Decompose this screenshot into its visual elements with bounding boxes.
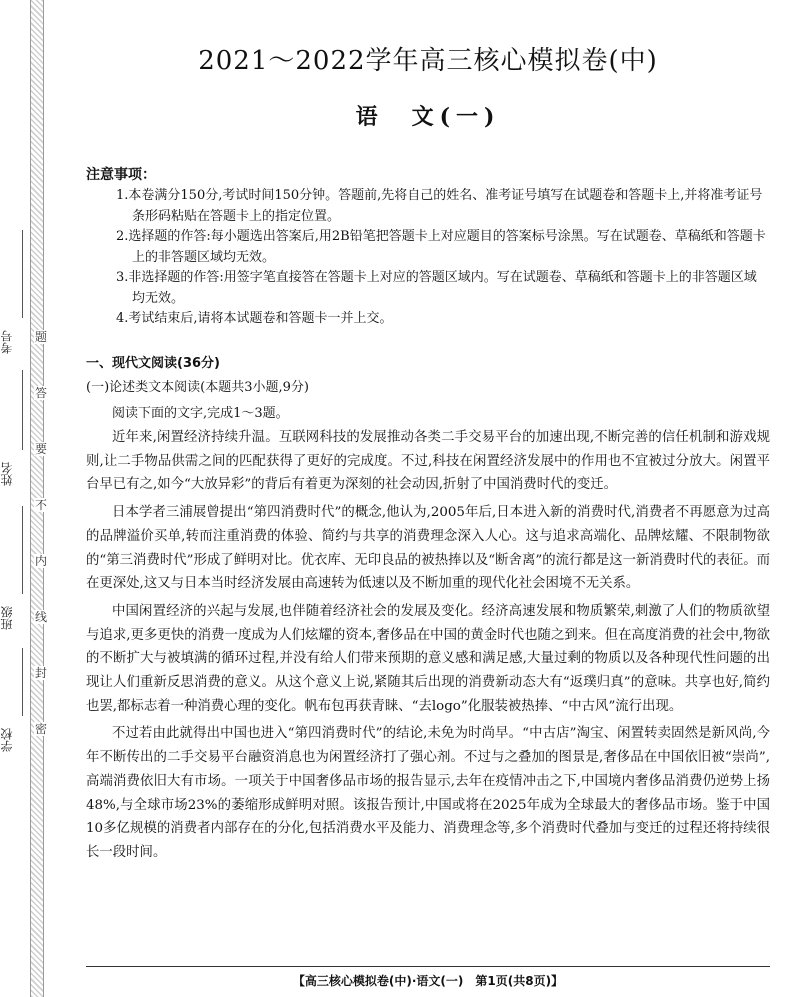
section-heading: 一、现代文阅读(36分) [86, 356, 220, 371]
school-label: 学校 [0, 728, 14, 752]
seal-word: 内 [34, 554, 47, 568]
passage-paragraph: 不过若由此就得出中国也进入“第四消费时代”的结论,未免为时尚早。“中古店”淘宝、闲置转卖固然是新风尚,今年不断传出的二手交易平台融资消息也为闲置经济打了强心剂。不过与之叠加的图景是,奢侈品在中国依旧被“崇尚”,高端消费依旧大有市场。一项关于中国奢侈品市场的报告显示,去年在疫情冲击之下,中国境内奢侈品消费仍逆势上扬48%,与全球市场23%的萎缩形成鲜明对照。该报告预计,中国或将在2025年成为全球最大的奢侈品市场。鉴于中国10多亿规模的消费者内部存在的分化,包括消费水平及能力、消费理念等,多个消费时代叠加与变迁的过程还将持续很长一段时间。 [86, 726, 770, 860]
class-field[interactable] [22, 506, 24, 594]
class-label: 班级 [0, 606, 14, 630]
notice-item: 4.考试结束后,请将本试题卷和答题卡一并上交。 [116, 311, 393, 326]
seal-word: 要 [34, 442, 47, 456]
seal-word: 题 [34, 330, 47, 344]
passage-paragraph: 近年来,闲置经济持续升温。互联网科技的发展推动各类二手交易平台的加速出现,不断完善的信任机制和游戏规则,让二手物品供需之间的匹配获得了更好的完成度。不过,科技在闲置经济发展中的作用也不宜被过分放大。闲置平台早已有之,如今“大放异彩”的背后有着更为深刻的社会动因,折射了中国消费时代的变迁。 [86, 430, 770, 493]
reading-passage [86, 426, 770, 869]
seal-word: 封 [34, 666, 47, 680]
school-field[interactable] [22, 648, 24, 716]
notice-item: 3.非选择题的作答:用签字笔直接答在答题卡上对应的答题区域内。写在试题卷、草稿纸和答题卡上的非答题区域均无效。 [116, 270, 757, 306]
name-label: 姓名 [0, 462, 14, 486]
notice-item: 1.本卷满分150分,考试时间150分钟。答题前,先将自己的姓名、准考证号填写在试题卷和答题卡上,并将准考证号条形码粘贴在答题卡上的指定位置。 [116, 188, 763, 224]
exam-number-label: 考号 [0, 330, 14, 354]
seal-word: 密 [34, 722, 47, 736]
binding-margin [0, 0, 52, 997]
passage-paragraph: 中国闲置经济的兴起与发展,也伴随着经济社会的发展及变化。经济高速发展和物质繁荣,刺激了人们的物质欲望与追求,更多更快的消费一度成为人们炫耀的资本,奢侈品在中国的黄金时代也随之到来。但在高度消费的社会中,物欲的不断扩大与被填满的循环过程,并没有给人们带来预期的意义感和满足感,大量过剩的物质以及各种现代性问题的出现让人们重新反思消费的意义。从这个意义上说,紧随其后出现的消费新动态大有“返璞归真”的意味。共享也好,简约也罢,都标志着一种消费心理的变化。帆布包再获青睐、“去logo”化服装被热捧、“中古风”流行出现。 [86, 603, 770, 714]
seal-word: 答 [34, 386, 47, 400]
footer-divider [86, 966, 770, 967]
name-field[interactable] [22, 370, 24, 450]
subject-title: 语 文(一) [355, 104, 501, 130]
notice-list [116, 186, 766, 330]
seal-word: 线 [34, 610, 47, 624]
subsection-heading: (一)论述类文本阅读(本题共3小题,9分) [86, 380, 309, 395]
seal-word: 不 [34, 498, 47, 512]
page-footer: 【高三核心模拟卷(中)·语文(一) 第1页(共8页)】 [292, 974, 564, 988]
notice-item: 2.选择题的作答:每小题选出答案后,用2B铅笔把答题卡上对应题目的答案标号涂黑。写在试题卷、草稿纸和答题卡上的非答题区域均无效。 [116, 229, 766, 265]
passage-paragraph: 日本学者三浦展曾提出“第四消费时代”的概念,他认为,2005年后,日本进入新的消费时代,消费者不再愿意为过高的品牌溢价买单,转而注重消费的体验、简约与共享的消费理念深入人心。这与追求高端化、品牌炫耀、不限制物欲的“第三消费时代”形成了鲜明对比。优衣库、无印良品的被热捧以及“断舍离”的流行都是这一新消费时代的表征。而在更深处,这又与日本当时经济发展由高速转为低速以及不断加重的现代化社会困境不无关系。 [86, 505, 770, 592]
exam-number-field[interactable] [22, 230, 24, 318]
notice-heading: 注意事项： [86, 167, 156, 183]
exam-title: 2021～2022学年高三核心模拟卷(中) [198, 46, 658, 76]
reading-instruction: 阅读下面的文字,完成1～3题。 [112, 406, 289, 421]
